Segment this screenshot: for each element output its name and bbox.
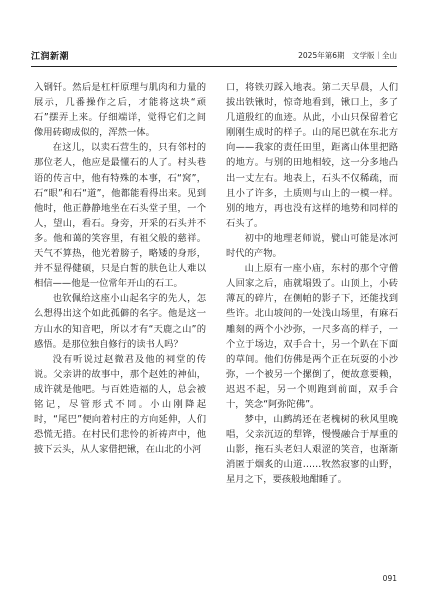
paragraph: 也钦佩给这座小山起名字的先人，怎么想得出这个如此孤僻的名字。他是这一方山水的知音吧，所以才有“天鹿之山”的感悟。是那位独自修行的读书人吗？	[34, 293, 206, 350]
article-column-right	[226, 80, 398, 570]
article-column-left	[34, 80, 206, 570]
paragraph: 山上原有一座小庙，东村的那个守僧人回家之后，庙就塌毁了。山顶上，小砖薄瓦的碎片，在侧帕的影子下，还能找到些许。北山坡间的一处浅山场里，有麻石雕刻的两个小沙弥，一尺多高的样子，一个立于场边，双手合十，另一个趴在下面的草间。他们仿佛是两个正在玩耍的小沙弥，一个被另一个摞倒了，便故意要赖，迟迟不起，另一个则跑到前面，双手合十，笑念“阿弥陀佛”。	[226, 263, 398, 410]
page-number: 091	[382, 574, 397, 583]
issue-info: 2025年第6期 文学版｜全山	[298, 51, 397, 60]
paragraph: 口，将铁刃踩入地表。第二天早晨，人们拔出铁锹时，惊奇地看到，锹口上，多了几道殷红的血迹。从此，小山只保留着它刚刚生成时的样子。山的尾巴就在东北方向——我家的责任田里，距离山体里把路的地方。与别的田地相较，这一分多地凸出一丈左右。地表上，石头不仅稀疏，而且小了许多，土质则与山上的一模一样。别的地方，再也没有这样的地势和同样的石头了。	[226, 82, 398, 229]
magazine-brand: 江润新潮	[31, 52, 70, 62]
page-header	[31, 49, 397, 63]
paragraph: 没有听说过赵微君及他的祠堂的传说。父亲讲的故事中，那个赵姓的神仙，成许就是他吧。与百姓造福的人，总会被铭记，尽管形式不同。小山刚降起时，“尾巴”便向着村庄的方向延伸，人们恐慌无措。在村民们悲怜的祈祷声中，他披下云头，从人家借把锹，在山北的小河	[34, 353, 206, 456]
paragraph: 初中的地理老师说，甓山可能是冰河时代的产物。	[226, 232, 398, 260]
paragraph: 梦中，山鹧鸪还在老槐树的秋风里晚唱，父亲沉迈的犁铧，慢慢融合于厚重的山影，拖石头老妇人艰涩的笑音，也渐渐消匿于烟炙的山道……牧然寂寥的山野，星月之下，要孩般地酣睡了。	[226, 414, 398, 486]
paragraph: 入钢钎。然后是杠杆原理与肌肉和力量的展示，几番操作之后，才能将这块“顽石”摆弄上来。仔细端详，觉得它们之间像用砖砌成似的，浑然一体。	[34, 82, 206, 139]
paragraph: 在这儿，以卖石营生的，只有邻村的那位老人，他应是最懂石的人了。村头巷语的传言中，他有特殊的本事，石“窝”，石“眼”和石“道”，他都能看得出来。见到他时，他正静静地坐在石头堂子里，一个人，望山，看石。身旁，开采的石头并不多。他和蔼的笑容里，有祖父般的慈祥。天气不算热，他光着膀子，略矮的身形，并不显得健硕，只是白皙的肤色让人难以相信——他是一位常年开山的石工。	[34, 142, 206, 290]
header-rule	[31, 66, 397, 67]
